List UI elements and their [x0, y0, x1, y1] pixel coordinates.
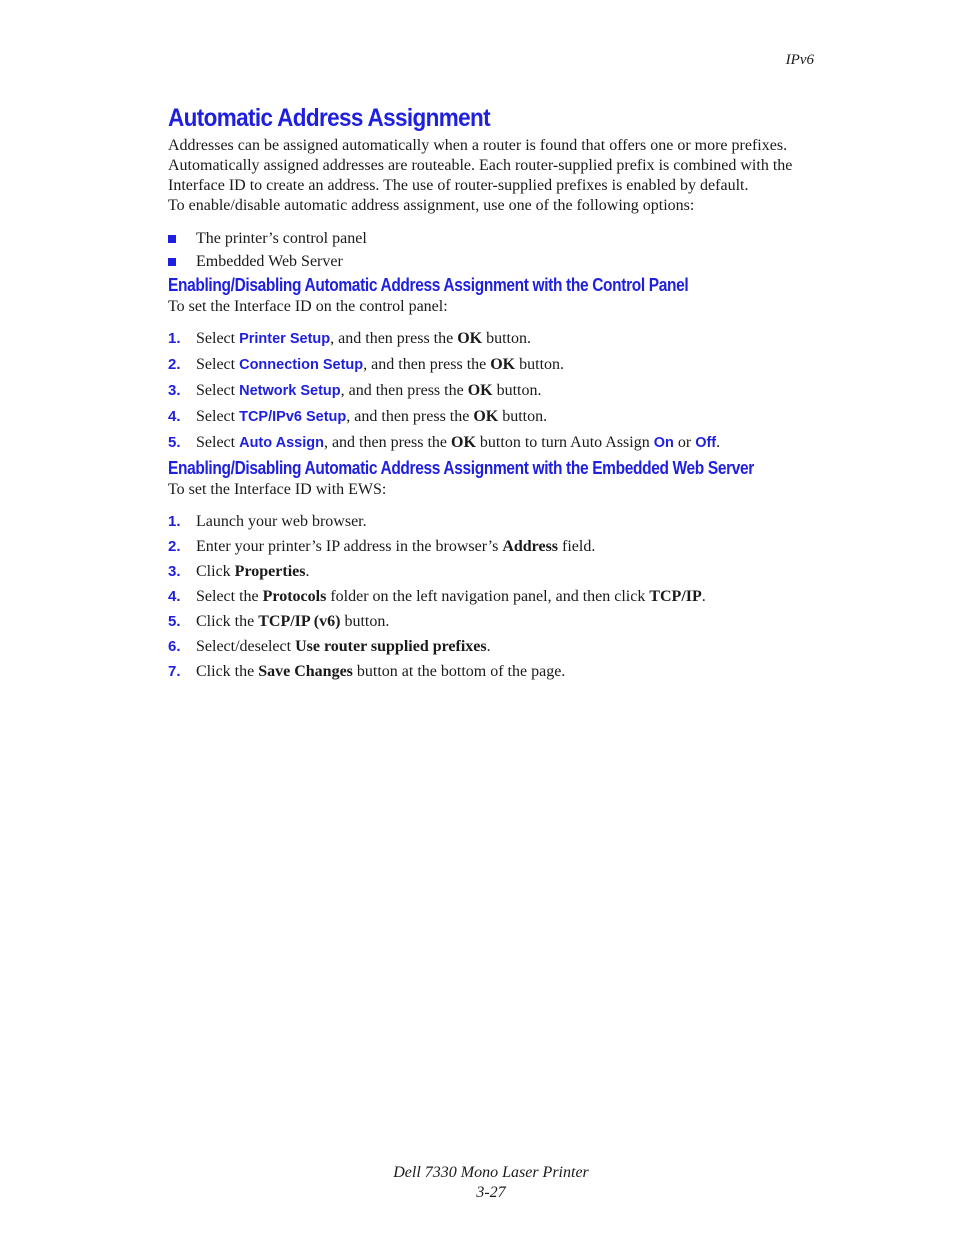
step-text: , and then press the	[330, 330, 458, 347]
control-panel-steps	[168, 326, 808, 456]
section-heading-ews: Enabling/Disabling Automatic Address Assignment with the Embedded Web Server	[168, 458, 754, 478]
list-item	[168, 404, 808, 430]
section-heading-control-panel: Enabling/Disabling Automatic Address Assignment with the Control Panel	[168, 275, 689, 295]
step-text: button at the bottom of the page.	[352, 663, 566, 680]
section-lead: To set the Interface ID with EWS:	[168, 481, 387, 498]
menu-term: Auto Assign	[239, 435, 324, 451]
button-term: OK	[467, 382, 493, 399]
menu-term: Connection Setup	[239, 357, 364, 373]
step-text: .	[305, 563, 310, 580]
menu-term: TCP/IPv6 Setup	[239, 409, 347, 425]
step-number: 4.	[168, 408, 181, 425]
list-item	[168, 430, 808, 456]
step-number: 3.	[168, 563, 181, 580]
step-text: Click the	[196, 663, 259, 680]
step-text: Select	[196, 382, 240, 399]
link-term: Properties	[234, 563, 306, 580]
step-text: , and then press the	[340, 382, 468, 399]
step-text: button.	[492, 382, 542, 399]
step-text: Select	[196, 330, 240, 347]
step-text: field.	[558, 538, 596, 555]
step-text: button.	[515, 356, 565, 373]
list-item	[168, 559, 808, 584]
list-item	[168, 659, 808, 684]
step-text: .	[701, 588, 706, 605]
square-bullet-icon	[168, 258, 176, 266]
options-intro: To enable/disable automatic address assignment, use one of the following options:	[168, 197, 695, 214]
list-item	[168, 352, 808, 378]
options-list	[168, 227, 808, 273]
button-term: Save Changes	[258, 663, 353, 680]
step-number: 6.	[168, 638, 181, 655]
step-text: Select	[196, 356, 240, 373]
list-item	[168, 509, 808, 534]
button-term: OK	[451, 434, 476, 451]
step-text: .	[716, 434, 721, 451]
list-item	[168, 584, 808, 609]
step-text: Select	[196, 408, 240, 425]
setting-on-term: On	[653, 435, 674, 451]
button-term: OK	[457, 330, 483, 347]
step-text: button.	[340, 613, 390, 630]
step-text: button.	[482, 330, 531, 347]
step-text: , and then press the	[323, 434, 452, 451]
step-text: or	[673, 434, 696, 451]
page-footer	[0, 1163, 954, 1203]
field-term: Address	[502, 538, 559, 555]
ews-steps	[168, 509, 808, 684]
page-number: 3-27	[476, 1184, 506, 1201]
step-text: Click the	[196, 613, 259, 630]
list-item	[168, 634, 808, 659]
step-number: 4.	[168, 588, 181, 605]
step-text: Click	[196, 563, 235, 580]
list-item	[168, 326, 808, 352]
step-number: 5.	[168, 613, 181, 630]
menu-term: Network Setup	[239, 383, 341, 399]
square-bullet-icon	[168, 235, 176, 243]
step-text: , and then press the	[346, 408, 474, 425]
step-text: .	[486, 638, 491, 655]
step-text: Select	[196, 434, 240, 451]
step-text: button to turn Auto Assign	[475, 434, 654, 451]
section-lead: To set the Interface ID on the control panel:	[168, 298, 448, 315]
checkbox-term: Use router supplied prefixes	[295, 638, 487, 655]
list-item	[168, 227, 808, 250]
footer-product: Dell 7330 Mono Laser Printer	[393, 1164, 589, 1181]
button-term: OK	[473, 408, 499, 425]
step-text: folder on the left navigation panel, and then click	[326, 588, 650, 605]
step-text: , and then press the	[363, 356, 491, 373]
step-number: 3.	[168, 382, 181, 399]
option-label: The printer’s control panel	[196, 230, 367, 247]
step-number: 2.	[168, 356, 181, 373]
list-item	[168, 534, 808, 559]
option-label: Embedded Web Server	[196, 253, 343, 270]
step-text: Select/deselect	[196, 638, 296, 655]
button-term: OK	[490, 356, 516, 373]
button-term: TCP/IP (v6)	[258, 613, 341, 630]
folder-term: Protocols	[262, 588, 327, 605]
step-text: Select the	[196, 588, 263, 605]
step-text: Enter your printer’s IP address in the browser’s	[196, 538, 503, 555]
menu-term: Printer Setup	[239, 331, 331, 347]
step-number: 5.	[168, 434, 181, 451]
step-number: 1.	[168, 330, 181, 347]
list-item	[168, 609, 808, 634]
step-number: 1.	[168, 513, 181, 530]
intro-paragraph: Addresses can be assigned automatically when a router is found that offers one or more prefixes. Automatically assigned addresses are routeable. Each router-supplied prefix is combined with the Interface ID to create an address. The use of router-supplied prefixes is enabled by default.	[168, 137, 793, 194]
step-number: 2.	[168, 538, 181, 555]
step-text: Launch your web browser.	[196, 513, 367, 530]
list-item	[168, 250, 808, 273]
link-term: TCP/IP	[649, 588, 702, 605]
running-header: IPv6	[785, 52, 814, 68]
step-text: button.	[498, 408, 548, 425]
setting-off-term: Off	[695, 435, 717, 451]
page-content	[168, 100, 808, 684]
list-item	[168, 378, 808, 404]
step-number: 7.	[168, 663, 181, 680]
page-title: Automatic Address Assignment	[168, 104, 491, 132]
